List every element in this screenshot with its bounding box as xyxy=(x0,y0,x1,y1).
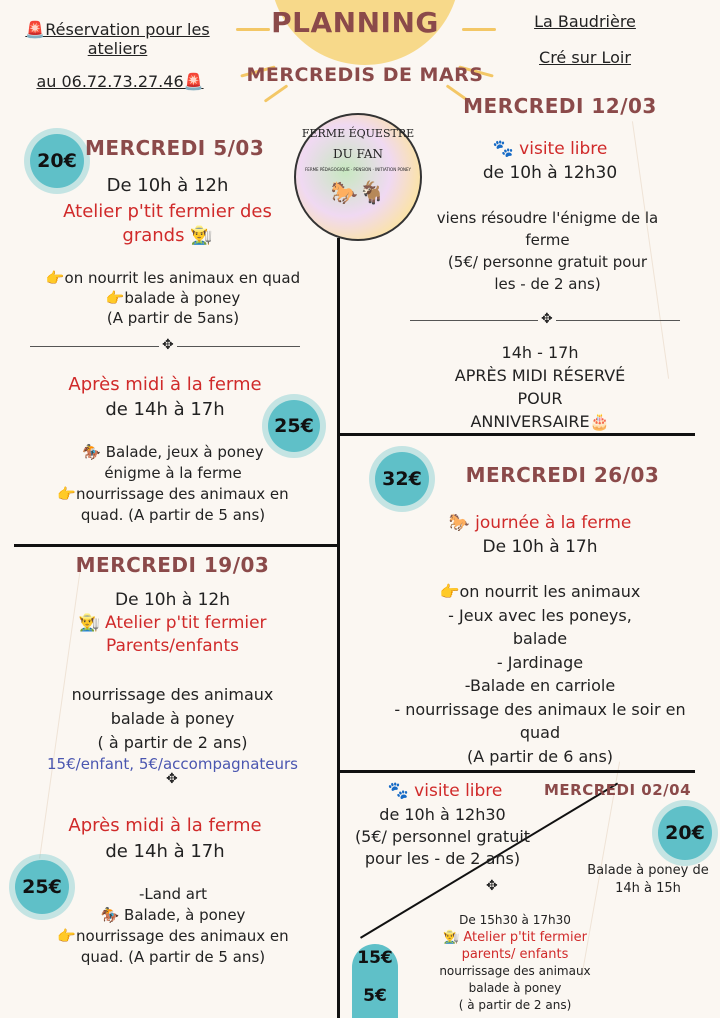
wed5-pm-details xyxy=(18,442,328,526)
detail-line: - Jardinage xyxy=(496,652,584,672)
price-badge: 25€ xyxy=(268,400,320,452)
detail-line: -Balade en carriole xyxy=(464,676,616,695)
wed19-title: MERCREDI 19/03 xyxy=(75,553,270,577)
detail-line: 👨‍🌾 Atelier p'tit fermier xyxy=(443,930,587,945)
sun-ray xyxy=(264,84,289,103)
detail-line: quad xyxy=(519,723,561,742)
detail-line: nourrissage des animaux xyxy=(439,964,591,978)
detail-line: énigme à la ferme xyxy=(104,464,242,482)
separator-ornament: ✥ xyxy=(486,878,498,894)
detail-line: - Jeux avec les poneys, xyxy=(448,605,632,625)
wed02-pony xyxy=(578,862,718,898)
detail-line: nourrissage des animaux xyxy=(71,685,274,704)
logo-middle-text: DU FAN xyxy=(333,147,383,161)
wed19-prices: 15€/enfant, 5€/accompagnateurs xyxy=(47,755,298,773)
wed26-title: MERCREDI 26/03 xyxy=(465,463,660,487)
separator-ornament: ✥ xyxy=(538,311,556,327)
detail-line: viens résoudre l'énigme de la xyxy=(436,209,659,227)
detail-line: (5€/ personnel gratuit xyxy=(354,827,531,846)
wed19-pm-details xyxy=(18,884,328,968)
detail-line: pour les - de 2 ans) xyxy=(364,849,521,868)
detail-line: 🏇 Balade, jeux à poney xyxy=(82,443,264,461)
separator-ornament: ✥ xyxy=(166,771,178,787)
reservation-line: 🚨Réservation pour les xyxy=(25,20,210,39)
separator-ornament: ✥ xyxy=(159,337,177,353)
animals-icon: 🐎🐐 xyxy=(330,181,386,206)
vertical-divider xyxy=(337,238,340,1018)
wed02-pm xyxy=(420,912,610,1014)
detail-line: 🏇 Balade, à poney xyxy=(100,906,246,924)
child-price-badge: 15€ xyxy=(352,944,398,990)
detail-line: Balade à poney de xyxy=(587,863,709,878)
price-badge: 25€ xyxy=(15,860,69,914)
wed19-pm-time: de 14h à 17h xyxy=(105,841,225,862)
wed02-visit: 🐾 visite libre xyxy=(387,781,503,801)
logo-top-text: FERME ÉQUESTRE xyxy=(301,127,415,140)
page-subtitle: MERCREDIS DE MARS xyxy=(246,64,484,86)
reservation-line: ateliers xyxy=(87,39,148,58)
wed19-pm-title: Après midi à la ferme xyxy=(68,815,262,836)
detail-line: ferme xyxy=(525,231,570,249)
detail-line: 14h - 17h xyxy=(501,343,579,362)
wed5-title: MERCREDI 5/03 xyxy=(85,136,265,160)
detail-line: 👉nourrissage des animaux en xyxy=(57,927,289,945)
detail-line: ( à partir de 2 ans) xyxy=(458,998,572,1012)
reservation-note xyxy=(10,20,225,58)
wed19-workshop-audience: Parents/enfants xyxy=(106,636,239,656)
reservation-phone: au 06.72.73.27.46🚨 xyxy=(36,72,204,91)
detail-line: 👉balade à poney xyxy=(105,289,241,307)
place-town: Cré sur Loir xyxy=(539,48,631,67)
place-name: La Baudrière xyxy=(534,12,636,31)
wed12-title: MERCREDI 12/03 xyxy=(463,94,657,118)
detail-line: (5€/ personne gratuit pour xyxy=(447,253,648,271)
detail-line: - nourrissage des animaux le soir en xyxy=(394,699,686,719)
wed12-visit: 🐾 visite libre xyxy=(492,139,608,159)
detail-line: ANNIVERSAIRE🎂 xyxy=(470,412,610,431)
wed19-time: De 10h à 12h xyxy=(115,590,230,610)
price-badge: 20€ xyxy=(30,134,84,188)
wed02-title: MERCREDI 02/04 xyxy=(544,781,692,799)
detail-line: les - de 2 ans) xyxy=(494,275,601,293)
wed5-pm-title: Après midi à la ferme xyxy=(68,374,262,395)
detail-line: APRÈS MIDI RÉSERVÉ xyxy=(454,366,626,385)
wed12-details xyxy=(415,207,680,295)
detail-line: balade à poney xyxy=(468,981,562,995)
wed5-pm-time: de 14h à 17h xyxy=(105,399,225,420)
detail-line: balade à poney xyxy=(110,709,235,728)
detail-line: 👉on nourrit les animaux xyxy=(439,582,641,601)
wed12-time: de 10h à 12h30 xyxy=(482,163,618,183)
detail-line: (A partir de 5ans) xyxy=(106,309,240,327)
detail-line: -Land art xyxy=(139,885,207,903)
wed12-pm xyxy=(415,341,665,433)
wed02-details xyxy=(330,804,555,870)
detail-line: balade xyxy=(512,629,568,648)
wed26-details xyxy=(370,580,710,768)
horizontal-divider xyxy=(14,544,338,547)
logo-tagline: FERME PÉDAGOGIQUE · PENSION · INITIATION PONEY xyxy=(305,167,411,172)
detail-line: parents/ enfants xyxy=(461,947,569,962)
detail-line: (A partir de 6 ans) xyxy=(466,746,614,766)
detail-line: quad. (A partir de 5 ans) xyxy=(80,506,266,524)
wed5-time: De 10h à 12h xyxy=(106,175,229,196)
detail-line: 14h à 15h xyxy=(615,881,681,896)
horizontal-divider xyxy=(338,433,695,436)
wed5-details xyxy=(18,268,328,328)
wed19-details xyxy=(20,683,325,755)
price-badge: 32€ xyxy=(375,452,429,506)
wed19-workshop: 👨‍🌾 Atelier p'tit fermier xyxy=(78,613,267,633)
detail-line: De 15h30 à 17h30 xyxy=(459,913,571,927)
price-badge: 20€ xyxy=(658,806,712,860)
detail-line: 👉on nourrit les animaux en quad xyxy=(45,269,301,287)
page-title: PLANNING xyxy=(271,6,439,39)
detail-line: POUR xyxy=(517,389,563,408)
detail-line: 👉nourrissage des animaux en xyxy=(57,485,289,503)
horizontal-divider xyxy=(338,770,695,773)
detail-line: quad. (A partir de 5 ans) xyxy=(80,948,266,966)
detail-line: de 10h à 12h30 xyxy=(379,805,506,824)
wed5-workshop: Atelier p'tit fermier des grands 👨‍🌾 xyxy=(63,201,272,246)
wed26-day: 🐎 journée à la ferme xyxy=(448,513,632,533)
adult-price-badge: 5€ xyxy=(352,974,398,1018)
wed26-time: De 10h à 17h xyxy=(482,537,598,557)
detail-line: ( à partir de 2 ans) xyxy=(97,733,248,752)
